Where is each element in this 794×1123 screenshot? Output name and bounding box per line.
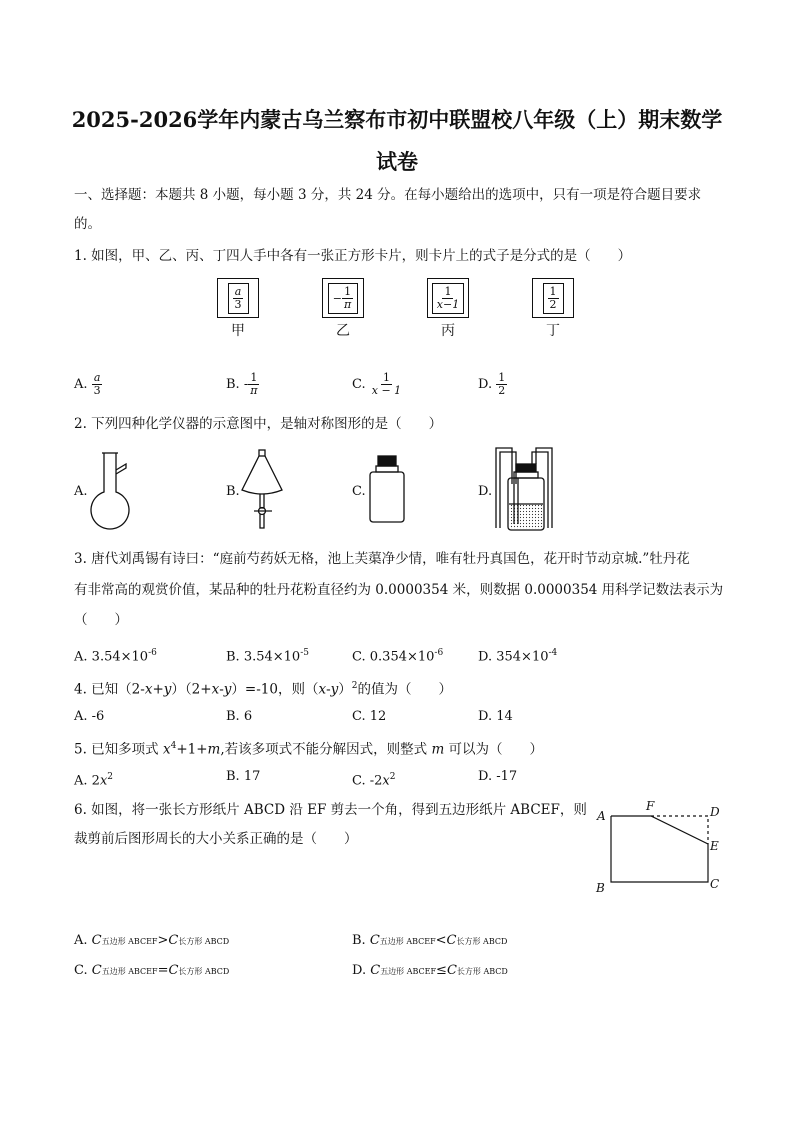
q5-stem: 5. 已知多项式 $x^4+1+m$,若该多项式不能分解因式，则整式 m 可以为（ ） <box>74 741 544 758</box>
card-den: 3 <box>234 297 242 311</box>
option-num: 1 <box>498 371 506 384</box>
pentagon-diagram <box>590 798 724 898</box>
q4-option-d[interactable]: D. 14 <box>478 709 513 724</box>
card-prefix: − <box>332 291 342 305</box>
q3-line1: 3. 唐代刘禹锡有诗曰：“庭前芍药妖无格，池上芙蕖净少情，唯有牡丹真国色，花开时节动京城.”牡丹花 <box>74 551 690 567</box>
option-den: π <box>250 384 258 397</box>
q4-stem: 4. 已知（2-x+y）（2+x-y）=-10，则$(x-y)^2$的值为（ ） <box>74 681 453 698</box>
reagent-bottle-icon <box>364 454 410 526</box>
label-b: B <box>596 881 605 895</box>
option-num: 1 <box>250 371 258 384</box>
q1-card-bing <box>427 278 469 340</box>
q6-option-b[interactable]: B. C五边形 ABCEF<C长方形 ABCD <box>352 933 508 948</box>
option-letter: C. <box>352 377 366 392</box>
page-title: 2025-2026学年内蒙古乌兰察布市初中联盟校八年级（上）期末数学 <box>71 107 723 132</box>
q2-option-b[interactable]: B. <box>226 484 240 499</box>
q3-option-b[interactable] <box>226 644 309 666</box>
q6-line2: 裁剪前后图形周长的大小关系正确的是（ ） <box>74 831 358 847</box>
q5-option-a[interactable]: A. $2x^2$ <box>74 772 114 789</box>
flask-icon <box>86 450 134 530</box>
card-num: 1 <box>444 284 452 298</box>
option-num: a <box>93 371 101 384</box>
card-label: 甲 <box>231 323 245 339</box>
card-label: 丁 <box>546 323 560 339</box>
label-a: A <box>597 809 606 823</box>
option-letter: B. <box>226 649 240 665</box>
card-num: a <box>234 284 242 298</box>
option-exp: -6 <box>148 648 157 658</box>
card-den: 2 <box>549 297 557 311</box>
q4-option-b[interactable]: B. 6 <box>226 709 253 724</box>
option-letter: D. <box>478 649 493 665</box>
option-exp: -6 <box>434 648 444 658</box>
q4-option-c[interactable]: C. 12 <box>352 709 387 724</box>
card-label: 乙 <box>336 323 350 339</box>
q1-option-c[interactable] <box>352 372 403 397</box>
option-base: 354×10 <box>496 649 549 665</box>
q3-line2: 有非常高的观赏价值，某品种的牡丹花粉直径约为 0.0000354 米，则数据 0.0000354 用科学记数法表示为 <box>74 582 724 598</box>
card-num: 1 <box>549 284 557 298</box>
q1-card-ding <box>532 278 574 340</box>
option-base: 3.54×10 <box>91 649 149 665</box>
option-base: 0.354×10 <box>369 649 435 665</box>
q5-option-c[interactable]: C. $-2x^2$ <box>352 772 396 789</box>
option-den: 3 <box>93 384 101 397</box>
q1-card-yi <box>322 278 364 340</box>
q5-option-d[interactable]: D. -17 <box>478 769 518 784</box>
option-letter: C. <box>352 649 366 665</box>
option-letter: B. <box>226 377 240 392</box>
label-c: C <box>710 877 720 891</box>
q3-line3: （ ） <box>74 612 128 628</box>
section-header-line2: 的。 <box>74 216 101 232</box>
option-letter: D. <box>478 377 493 392</box>
q6-line1: 6. 如图，将一张长方形纸片 ABCD 沿 EF 剪去一个角，得到五边形纸片 ABCEF，则 <box>74 802 587 818</box>
option-prefix: - <box>243 377 249 392</box>
q6-option-c[interactable]: C. C五边形 ABCEF=C长方形 ABCD <box>74 963 230 978</box>
q3-option-a[interactable] <box>74 644 157 666</box>
q1-card-jia <box>217 278 259 340</box>
card-num: 1 <box>344 284 352 298</box>
q6-option-d[interactable]: D. C五边形 ABCEF≤C长方形 ABCD <box>352 963 508 978</box>
q5-option-b[interactable]: B. 17 <box>226 769 261 784</box>
q3-option-c[interactable] <box>352 644 443 666</box>
card-den: x−1 <box>436 297 460 311</box>
page-title-line2: 试卷 <box>376 149 418 174</box>
q4-option-a[interactable]: A. -6 <box>74 709 105 724</box>
gas-washing-bottle-icon <box>492 444 556 534</box>
separatory-funnel-icon <box>238 448 286 532</box>
q2-option-c[interactable]: C. <box>352 484 366 499</box>
q1-stem: 1. 如图，甲、乙、丙、丁四人手中各有一张正方形卡片，则卡片上的式子是分式的是（ ） <box>74 248 632 264</box>
q2-option-a[interactable]: A. <box>74 484 88 499</box>
q2-option-d[interactable]: D. <box>478 484 493 499</box>
option-letter: A. <box>74 649 88 665</box>
q1-option-d[interactable] <box>478 372 507 397</box>
card-den: π <box>343 297 352 311</box>
option-base: 3.54×10 <box>243 649 301 665</box>
label-f: F <box>646 799 655 813</box>
option-den: x − 1 <box>371 384 402 397</box>
q1-option-a[interactable] <box>74 372 103 397</box>
q2-stem: 2. 下列四种化学仪器的示意图中，是轴对称图形的是（ ） <box>74 416 443 432</box>
label-e: E <box>710 839 719 853</box>
q3-option-d[interactable] <box>478 644 557 666</box>
option-letter: A. <box>74 377 88 392</box>
option-exp: -4 <box>548 648 558 658</box>
option-exp: -5 <box>300 648 309 658</box>
option-num: 1 <box>382 371 390 384</box>
card-label: 丙 <box>441 323 455 339</box>
label-d: D <box>710 805 720 819</box>
q1-option-b[interactable] <box>226 372 259 397</box>
section-header: 一、选择题：本题共 8 小题，每小题 3 分，共 24 分。在每小题给出的选项中，只有一项是符合题目要求 <box>74 187 702 203</box>
option-den: 2 <box>498 384 506 397</box>
q6-option-a[interactable]: A. C五边形 ABCEF>C长方形 ABCD <box>74 933 230 948</box>
